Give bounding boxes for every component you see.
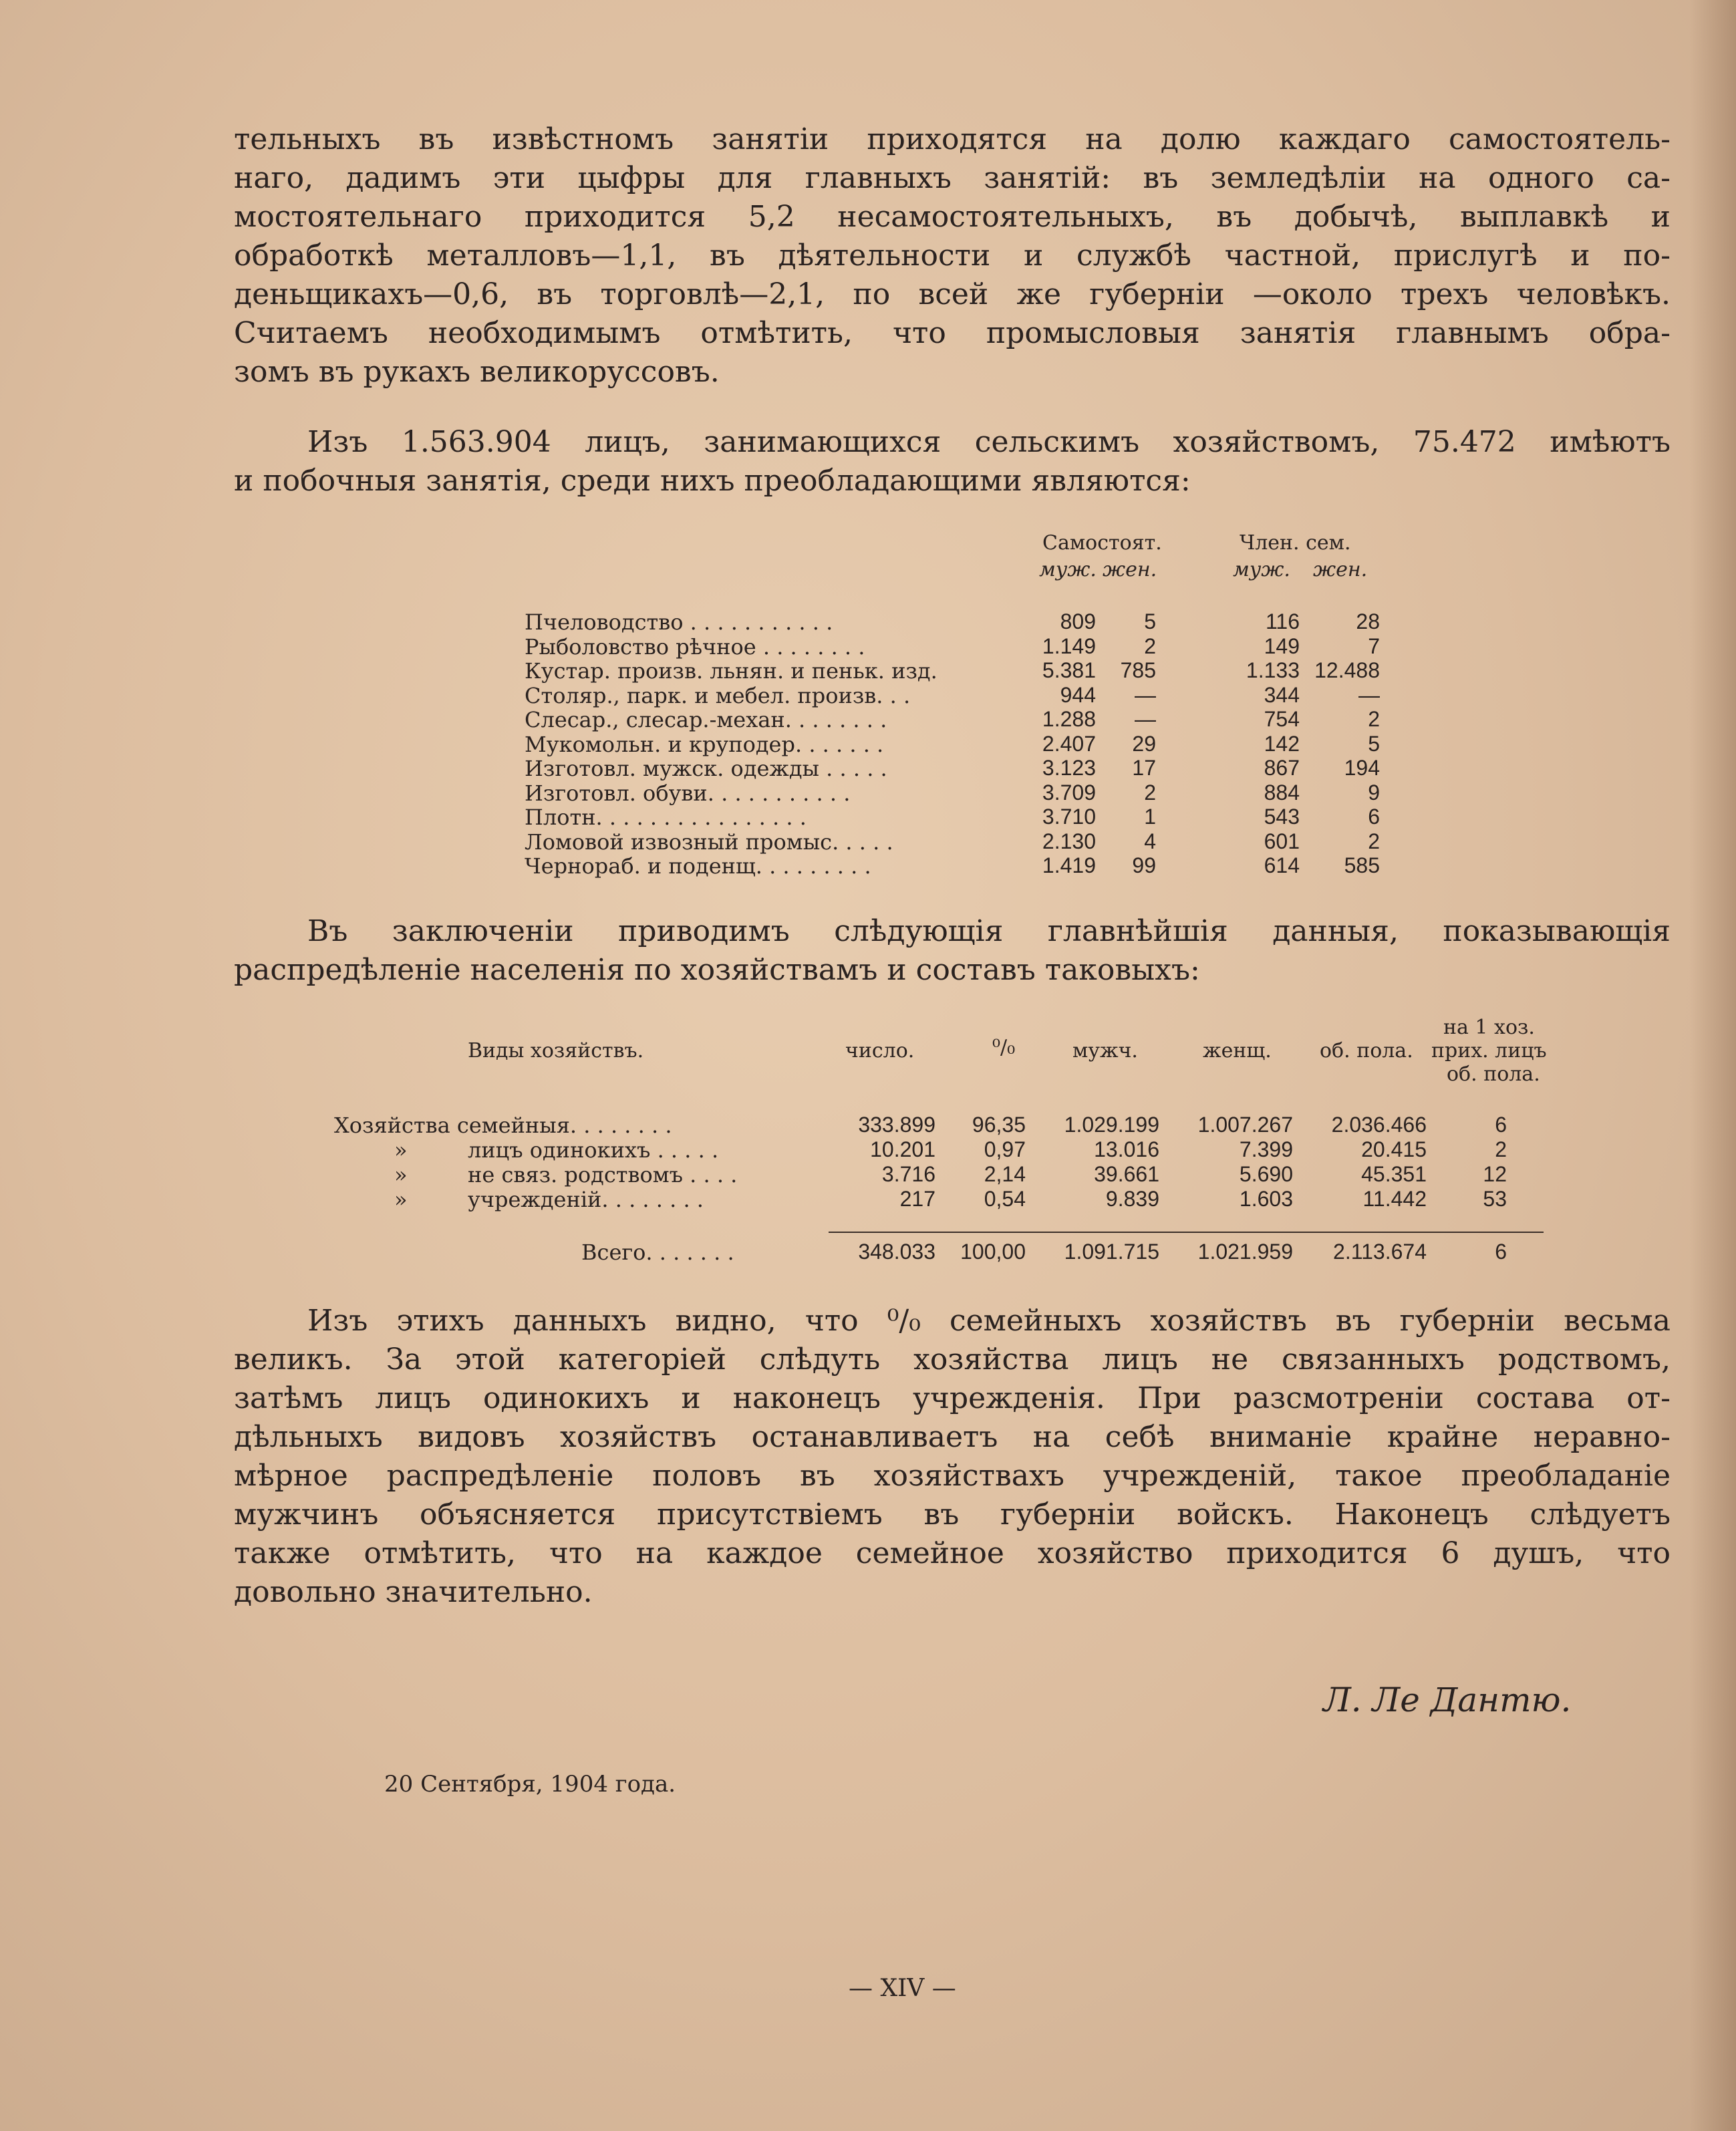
occupation-row [525,805,1393,829]
household-cell-count: 3.716 [881,1162,935,1186]
household-cell-women: 1.603 [1239,1187,1293,1211]
occupation-name: Столяр., парк. и мебел. произв. . . [525,682,911,708]
occupation-cell-sm: 944 [1060,682,1096,707]
occupation-row [525,780,1393,805]
text-line: затѣмъ лицъ одинокихъ и наконецъ учрежденiя. При разсмотренiи состава от- [234,1381,1671,1415]
household-row [334,1137,1604,1162]
occupation-name: Рыболовство рѣчное . . . . . . . . [525,633,865,660]
total-both: 2.113.674 [1333,1240,1427,1264]
household-cell-both: 45.351 [1361,1162,1427,1186]
total-per-household: 6 [1495,1240,1507,1264]
household-cell-men: 39.661 [1094,1162,1159,1186]
occupation-cell-cf: 9 [1368,780,1380,805]
occupation-cell-cf: 194 [1344,756,1380,780]
total-divider [829,1232,1544,1233]
header-male: муж. [1039,558,1097,581]
occupation-row [525,609,1393,633]
occupation-cell-cm: 867 [1264,756,1300,780]
text-line: мѣрное распредѣленiе половъ въ хозяйствахъ учрежденiй, такое преобладанiе [234,1459,1671,1493]
household-cell-both: 11.442 [1362,1187,1427,1211]
occupation-cell-sm: 1.288 [1042,707,1096,731]
household-cell-men: 13.016 [1094,1137,1159,1161]
household-cell-both: 20.415 [1361,1137,1427,1161]
household-kind: не связ. родствомъ . . . . [468,1162,738,1187]
household-cell-women: 5.690 [1239,1162,1293,1186]
occupation-cell-cf: 28 [1356,609,1380,633]
text-line: наго, дадимъ эти цыфры для главныхъ занятiй: въ земледѣлiи на одного са- [234,161,1671,195]
occupation-cell-sm: 1.149 [1042,633,1096,658]
text-line: зомъ въ рукахъ великоруссовъ. [234,355,720,389]
household-cell-count: 217 [899,1187,935,1211]
text-line: и побочныя занятiя, среди нихъ преобладающими являются: [234,464,1191,498]
page-edge-shadow [1689,0,1736,2131]
header-percent: ⁰/₀ [992,1036,1016,1059]
households-total-row [334,1240,1604,1264]
occupation-row [525,829,1393,853]
text-line: мостоятельнаго приходится 5,2 несамостоятельныхъ, въ добычѣ, выплавкѣ и [234,200,1671,234]
occupation-cell-sf: 1 [1144,805,1156,829]
occupation-name: Плотн. . . . . . . . . . . . . . . . [525,805,807,830]
text-line: довольно значительно. [234,1575,593,1609]
occupation-cell-sm: 3.710 [1042,805,1096,829]
occupation-cell-cm: 754 [1264,707,1300,731]
occupation-cell-cm: 614 [1264,853,1300,877]
total-women: 1.021.959 [1197,1240,1293,1264]
occupation-cell-sm: 2.130 [1042,829,1096,853]
household-cell-count: 333.899 [858,1113,935,1137]
occupation-row [525,707,1393,731]
occupation-cell-sm: 3.123 [1042,756,1096,780]
occupation-name: Мукомольн. и круподер. . . . . . . [525,731,884,757]
occupation-row [525,732,1393,756]
total-men: 1.091.715 [1064,1240,1159,1264]
household-cell-both: 2.036.466 [1331,1113,1427,1137]
paragraph-4 [234,1302,1671,1612]
ditto-mark: » [394,1137,408,1163]
occupation-cell-cf: 5 [1368,731,1380,756]
occupation-name: Чернораб. и поденщ. . . . . . . . . [525,853,871,879]
ditto-mark: » [394,1187,408,1212]
occupation-cell-sf: 4 [1144,829,1156,853]
household-kind: лицъ одинокихъ . . . . . [468,1137,719,1163]
header-per-household-2: прих. лицъ [1431,1039,1547,1062]
household-cell-per: 6 [1495,1113,1507,1137]
household-cell-pct: 2,14 [984,1162,1026,1186]
occupation-row [525,658,1393,682]
occupation-cell-sm: 1.419 [1042,853,1096,877]
occupation-name: Слесар., слесар.-механ. . . . . . . . [525,707,887,732]
household-cell-per: 53 [1483,1187,1507,1211]
paragraph-2 [234,423,1671,501]
household-row [334,1187,1604,1212]
occupation-cell-sm: 2.407 [1042,731,1096,756]
occupation-row [525,756,1393,780]
total-label: Всего. . . . . . . [581,1240,734,1265]
header-both-sexes: об. пола. [1320,1039,1413,1062]
household-kind: Хозяйства семейныя. . . . . . . . [334,1113,672,1138]
household-cell-pct: 0,54 [984,1187,1026,1211]
occupation-cell-cf: 12.488 [1314,658,1380,682]
text-line: Изъ этихъ данныхъ видно, что ⁰/₀ семейныхъ хозяйствъ въ губернiи весьма [307,1304,1671,1338]
text-line: Считаемъ необходимымъ отмѣтить, что промысловыя занятiя главнымъ обра- [234,316,1671,350]
page-number: — XIV — [849,1975,956,2002]
text-line: распредѣленiе населенiя по хозяйствамъ и составъ таковыхъ: [234,953,1200,987]
occupation-cell-sf: 5 [1144,609,1156,633]
household-cell-men: 1.029.199 [1064,1113,1159,1137]
occupation-cell-sf: 17 [1132,756,1156,780]
header-per-household-1: на 1 хоз. [1443,1016,1535,1039]
occupation-cell-cf: 6 [1368,805,1380,829]
text-line: мужчинъ объясняется присутствiемъ въ губернiи войскъ. Наконецъ слѣдуетъ [234,1498,1671,1532]
occupation-name: Изготовл. обуви. . . . . . . . . . . [525,780,851,806]
document-date: 20 Сентября, 1904 года. [384,1771,676,1798]
text-line: тельныхъ въ извѣстномъ занятiи приходятся на долю каждаго самостоятель- [234,122,1671,156]
household-kind: учрежденiй. . . . . . . . [468,1187,704,1212]
household-cell-men: 9.839 [1105,1187,1159,1211]
household-row [334,1113,1604,1137]
household-cell-pct: 96,35 [972,1113,1026,1137]
text-line: Въ заключенiи приводимъ слѣдующiя главнѣйшiя данныя, показывающiя [307,914,1671,948]
header-men: мужч. [1072,1039,1138,1062]
occupation-cell-sf: — [1135,682,1156,707]
occupation-cell-sf: 2 [1144,633,1156,658]
header-independent: Самостоят. [1042,531,1162,555]
header-male: муж. [1233,558,1290,581]
occupation-name: Ломовой извозный промыс. . . . . [525,829,893,855]
paragraph-1 [234,120,1671,392]
occupation-cell-cm: 149 [1264,633,1300,658]
household-cell-pct: 0,97 [984,1137,1026,1161]
total-percent: 100,00 [960,1240,1026,1264]
household-cell-per: 12 [1483,1162,1507,1186]
occupation-cell-cm: 142 [1264,731,1300,756]
header-women: женщ. [1203,1039,1272,1062]
occupation-cell-sf: 99 [1132,853,1156,877]
household-cell-per: 2 [1495,1137,1507,1161]
paragraph-3 [234,912,1671,990]
text-line: дѣльныхъ видовъ хозяйствъ останавливаетъ на себѣ вниманiе крайне неравно- [234,1420,1671,1454]
occupation-cell-cm: 344 [1264,682,1300,707]
occupation-cell-sm: 5.381 [1042,658,1096,682]
occupation-cell-cf: 585 [1344,853,1380,877]
household-cell-women: 7.399 [1239,1137,1293,1161]
occupation-row [525,853,1393,877]
text-line: обработкѣ металловъ—1,1, въ дѣятельности и службѣ частной, прислугѣ и по- [234,239,1671,273]
text-line: великъ. За этой категорiей слѣдуть хозяйства лицъ не связанныхъ родствомъ, [234,1342,1671,1377]
household-cell-women: 1.007.267 [1197,1113,1293,1137]
text-line: Изъ 1.563.904 лицъ, занимающихся сельскимъ хозяйствомъ, 75.472 имѣютъ [307,425,1671,459]
header-kind: Виды хозяйствъ. [468,1039,644,1062]
author-signature: Л. Ле Дантю. [1323,1681,1572,1719]
occupation-name: Пчеловодство . . . . . . . . . . . [525,609,833,635]
occupation-cell-cm: 601 [1264,829,1300,853]
household-row [334,1162,1604,1187]
occupation-cell-sm: 809 [1060,609,1096,633]
text-line: деньщикахъ—0,6, въ торговлѣ—2,1, по всей же губернiи —около трехъ человѣкъ. [234,277,1671,311]
header-family-members: Член. сем. [1240,531,1351,555]
occupation-cell-sf: 29 [1132,731,1156,756]
occupations-table-header [525,531,1393,585]
header-count: число. [845,1039,915,1062]
header-per-household-3: об. пола. [1447,1062,1540,1086]
household-cell-count: 10.201 [870,1137,935,1161]
occupation-row [525,683,1393,707]
header-female: жен. [1313,558,1368,581]
occupation-cell-cf: 2 [1368,707,1380,731]
occupation-cell-sf: — [1135,707,1156,731]
total-count: 348.033 [858,1240,935,1264]
occupation-row [525,634,1393,658]
occupation-cell-cf: 2 [1368,829,1380,853]
occupation-cell-cf: — [1358,682,1380,707]
occupation-cell-sf: 2 [1144,780,1156,805]
occupation-name: Изготовл. мужск. одежды . . . . . [525,756,887,781]
occupation-cell-cm: 116 [1265,609,1300,633]
occupation-cell-cm: 543 [1264,805,1300,829]
occupation-name: Кустар. произв. льнян. и пеньк. изд. [525,658,937,684]
occupation-cell-sf: 785 [1120,658,1156,682]
header-female: жен. [1103,558,1157,581]
occupation-cell-sm: 3.709 [1042,780,1096,805]
occupation-cell-cm: 1.133 [1246,658,1300,682]
occupation-cell-cf: 7 [1368,633,1380,658]
ditto-mark: » [394,1162,408,1187]
text-line: также отмѣтить, что на каждое семейное хозяйство приходится 6 душъ, что [234,1536,1671,1570]
occupation-cell-cm: 884 [1264,780,1300,805]
